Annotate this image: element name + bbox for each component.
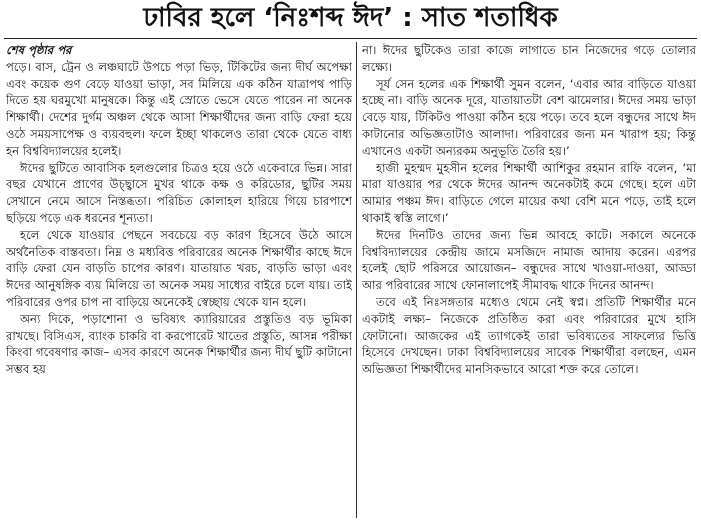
headline-divider xyxy=(4,38,697,39)
paragraph: ঈদের ছুটিতে আবাসিক হলগুলোর চিত্রও হয়ে ওঠে একেবারে ভিন্ন। সারা বছর যেখানে প্রাণের উচ্ছ্বাসে মুখর থাকে কক্ষ ও করিডোর, ছুটির সময় সেখানে নেমে আসে নিস্তব্ধতা। পরিচিত কোলাহল হারিয়ে গিয়ে চারপাশে ছড়িয়ে পড়ে এক ধরনের শূন্যতা। xyxy=(6,160,352,225)
paragraph: ঈদের দিনটিও তাদের জন্য ভিন্ন আবহে কাটে। সকালে অনেকে বিশ্ববিদ্যালয়ের কেন্দ্রীয় জামে মসজিদে নামাজ আদায় করেন। এরপর হলেই ছোট পরিসরে আয়োজন– বন্ধুদের সাথে খাওয়া-দাওয়া, আড্ডা আর পরিবারের সাথে ফোনালাপেই সীমাবদ্ধ থাকে দিনের আনন্দ। xyxy=(362,227,696,293)
continuation-kicker: শেষ পৃষ্ঠার পর xyxy=(6,43,72,57)
article-column-right xyxy=(362,42,696,520)
paragraph: হাজী মুহম্মদ মুহসীন হলের শিক্ষার্থী আশিকুর রহমান রাফি বলেন, ‘মা মারা যাওয়ার পর থেকে ঈদের আনন্দ অনেকটাই কমে গেছে। হলে এটা আমার পঞ্চম ঈদ। বাড়িতে গেলে মায়ের কথা বেশি মনে পড়ে, তাই হলে থাকাই স্বস্তি লাগে।’ xyxy=(362,160,696,225)
article-column-left xyxy=(6,42,352,520)
article-headline: ঢাবির হলে ‘নিঃশব্দ ঈদ’ : সাত শতাধিক xyxy=(143,3,558,33)
paragraph: সূর্য সেন হলের এক শিক্ষার্থী সুমন বলেন, ‘এবার আর বাড়িতে যাওয়া হচ্ছে না। বাড়ি অনেক দূরে, যাতায়াতটা বেশ ঝামেলার। ঈদের সময় ভাড়া বেড়ে যায়, টিকিটও পাওয়া কঠিন হয়ে পড়ে। তবে হলে বন্ধুদের সাথে ঈদ কাটানোর অভিজ্ঞতাটাও আলাদা। পরিবারের জন্য মন খারাপ হয়; কিন্তু এখানেও একটা অন্যরকম অনুভূতি তৈরি হয়।’ xyxy=(362,76,696,158)
paragraph: পড়ে। বাস, ট্রেন ও লঞ্চঘাটে উপচে পড়া ভিড়, টিকিটের জন্য দীর্ঘ অপেক্ষা এবং কয়েক গুণ বেড়ে যাওয়া ভাড়া, সব মিলিয়ে এক কঠিন যাত্রাপথ পাড়ি দিতে হয় ঘরমুখো মানুষকে। কিন্তু এই স্রোতে ভেসে যেতে পারেন না অনেক শিক্ষার্থী। দেশের দুর্গম অঞ্চল থেকে আসা শিক্ষার্থীদের জন্য বাড়ি ফেরা হয়ে ওঠে সময়সাপেক্ষ ও ব্যয়বহুল। ফলে ইচ্ছা থাকলেও তারা থেকে যেতে বাধ্য হন বিশ্ববিদ্যালয়ের হলেই। xyxy=(6,59,352,158)
paragraph: হলে থেকে যাওয়ার পেছনে সবচেয়ে বড় কারণ হিসেবে উঠে আসে অর্থনৈতিক বাস্তবতা। নিম্ন ও মধ্যবিত্ত পরিবারের অনেক শিক্ষার্থীর কাছে ঈদে বাড়ি ফেরা যেন বাড়তি চাপের কারণ। যাতায়াত খরচ, বাড়তি ভাড়া এবং ঈদের আনুষঙ্গিক ব্যয় মিলিয়ে তা অনেক সময় সাধ্যের বাইরে চলে যায়। তাই পরিবারের ওপর চাপ না বাড়িয়ে অনেকেই স্বেচ্ছায় থেকে যান হলে। xyxy=(6,227,352,309)
paragraph: তবে এই নিঃসঙ্গতার মধ্যেও থেমে নেই স্বপ্ন। প্রতিটি শিক্ষার্থীর মনে একটাই লক্ষ্য– নিজেকে প্রতিষ্ঠিত করা এবং পরিবারের মুখে হাসি ফোটানো। আজকের এই ত্যাগকেই তারা ভবিষ্যতের সাফল্যের ভিত্তি হিসেবে দেখছেন। ঢাকা বিশ্ববিদ্যালয়ের সাবেক শিক্ষার্থীরা বলছেন, এমন অভিজ্ঞতা শিক্ষার্থীদের মানসিকভাবে আরো শক্ত করে তোলে। xyxy=(362,294,696,377)
column-divider xyxy=(356,42,357,518)
paragraph: অন্য দিকে, পড়াশোনা ও ভবিষ্যৎ ক্যারিয়ারের প্রস্তুতিও বড় ভূমিকা রাখছে। বিসিএস, ব্যাংক চাকরি বা করপোরেট খাতের প্রস্তুতি, আসন্ন পরীক্ষা কিংবা গবেষণার কাজ– এসব কারণে অনেক শিক্ষার্থীর জন্য দীর্ঘ ছুটি কাটানো সম্ভব হয় xyxy=(6,311,352,377)
paragraph: না। ঈদের ছুটিকেও তারা কাজে লাগাতে চান নিজেদের গড়ে তোলার লক্ষ্যে। xyxy=(362,43,696,74)
